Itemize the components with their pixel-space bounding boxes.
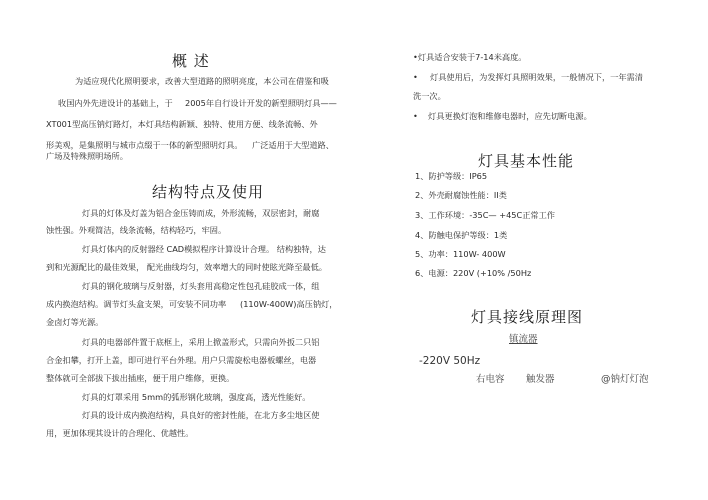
overview-title: 概 述	[172, 52, 210, 70]
structure-line: 灯具灯体内的反射器经 CAD模拟程序计算设计合理。 结构独特，达	[82, 244, 326, 254]
structure-line: 灯具的灯罩采用 5mm的弧形钢化玻璃，强度高，透光性能好。	[82, 392, 311, 402]
spec-item: 6、电源：220V (+10% /50Hz	[415, 268, 532, 278]
specs-title: 灯具基本性能	[478, 152, 575, 170]
structure-line: 灯具的灯体及灯盖为铝合金压铸而成，外形流畅，双层密封，耐腐	[82, 208, 320, 218]
structure-line: 蚀性强。外观简洁，线条流畅，结构轻巧，牢固。	[46, 225, 227, 235]
power-label: -220V 50Hz	[419, 355, 481, 367]
spec-item: 2、外壳耐腐蚀性能：II类	[415, 190, 507, 200]
spec-item: 1、防护等级：IP65	[415, 171, 488, 181]
structure-line: 用，更加体现其设计的合理化、优越性。	[46, 428, 194, 438]
structure-line: 灯具的设计成内换泡结构，具良好的密封性能，在北方多尘地区使	[82, 410, 320, 420]
structure-title: 结构特点及使用	[152, 183, 265, 201]
spec-item: 4、防触电保护等级：1类	[415, 230, 508, 240]
ballast-label: 镇流器	[509, 334, 538, 345]
structure-line: 合金扣攀，打开上盖，即可进行平台外理。用户只需旋松电器板螺丝，电器	[46, 355, 317, 365]
overview-line: 广场及特殊照明场所。	[46, 151, 128, 161]
lamp-label: @钠灯灯泡	[601, 374, 649, 385]
structure-line: 到和光源配比的最佳效果， 配光曲线均匀，效率增大的同时使眩光降至最低。	[46, 262, 327, 272]
overview-line: 为适应现代化照明要求，改善大型道路的照明亮度，本公司在借鉴和吸	[75, 76, 329, 86]
overview-line: 广泛适用于大型道路、	[252, 140, 334, 150]
structure-line: (110W-400W)高压钠灯，	[240, 299, 338, 309]
structure-line: 金卤灯等光源。	[46, 317, 104, 327]
overview-line: 2005年自行设计开发的新型照明灯具——	[185, 98, 337, 108]
bullet: •	[413, 72, 418, 82]
structure-line: 成内换泡结构。调节灯头盒支架，可安装不同功率	[46, 299, 227, 309]
note-line: 洗一次。	[413, 91, 446, 101]
structure-line: 整体就可全部拔下拔出插座，便于用户维修，更换。	[46, 373, 235, 383]
spec-item: 3、工作环境：-35C— +45C正常工作	[415, 210, 555, 220]
structure-line: 灯具的电器部件置于底框上，采用上掀盖形式，只需向外扳二只铝	[82, 337, 320, 347]
trigger-label: 触发器	[526, 374, 555, 385]
overview-line: 收国内外先进设计的基础上，于	[58, 98, 173, 108]
note-line: 灯具更换灯泡和维修电器时，应先切断电源。	[428, 111, 592, 121]
spec-item: 5、功率：110W- 400W	[415, 249, 506, 259]
note-line: •灯具适合安装于7-14米高度。	[413, 52, 527, 62]
note-line: 灯具使用后，为发挥灯具照明效果，一般情况下，一年需清	[430, 72, 643, 82]
capacitor-label: 右电容	[476, 374, 505, 385]
overview-line: XT001型高压钠灯路灯，本灯具结构新颖、独特、使用方便、线条流畅、外	[46, 119, 318, 129]
overview-line: 形美观，是集照明与城市点缀于一体的新型照明灯具。	[46, 140, 243, 150]
bullet: •	[413, 111, 418, 121]
wiring-title: 灯具接线原理图	[471, 308, 584, 326]
structure-line: 灯具的钢化玻璃与反射器，灯头套用高稳定性包孔硅胶成一体，组	[82, 281, 320, 291]
